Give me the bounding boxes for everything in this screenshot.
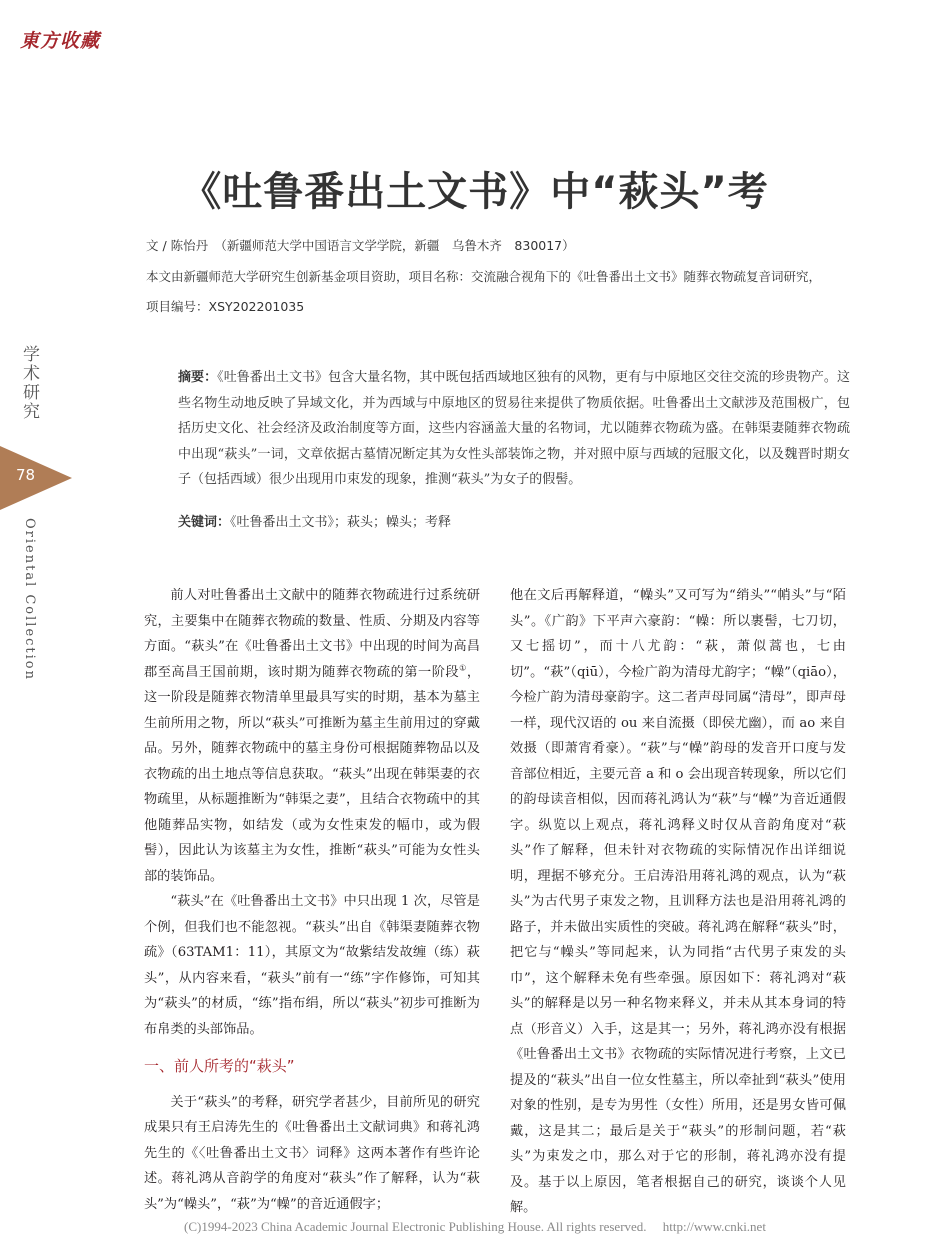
section-label: 学术研究 xyxy=(19,345,39,421)
keywords-text: 《吐鲁番出土文书》；萩头；幧头；考释 xyxy=(230,515,452,530)
journal-name-english: Oriental Collection xyxy=(22,518,37,682)
footnote-ref[interactable]: ① xyxy=(459,663,467,673)
copyright-footer: (C)1994-2023 China Academic Journal Electronic Publishing House. All rights reserved. http://www.cnki.net xyxy=(184,1219,766,1234)
keywords-label: 关键词： xyxy=(178,515,231,530)
abstract-label: 摘要： xyxy=(178,370,218,385)
keywords xyxy=(178,511,850,530)
funding-line-2: 项目编号：XSY202201035 xyxy=(146,299,305,314)
paragraph: 前人对吐鲁番出土文献中的随葬衣物疏进行过系统研究，主要集中在随葬衣物疏的数量、性质、分期及内容等方面。“萩头”在《吐鲁番出土文书》中出现的时间为高昌郡至高昌王国前期，该时期为随葬衣物疏的第一阶段①，这一阶段是随葬衣物清单里最具写实的时期，基本为墓主生前所用之物，所以“萩头”可推断为墓主生前用过的穿戴品。另外，随葬衣物疏中的墓主身份可根据随葬物品以及衣物疏的出土地点等信息获取。“萩头”出现在韩渠妻的衣物疏里，从标题推断为“韩渠之妻”，且结合衣物疏中的其他随葬品实物，如结发（或为女性束发的幅巾，或为假髻），因此认为该墓主为女性，推断“萩头”可能为女性头部的装饰品。 xyxy=(144,588,480,884)
abstract-text: 《吐鲁番出土文书》包含大量名物，其中既包括西域地区独有的风物，更有与中原地区交往交流的珍贵物产。这些名物生动地反映了异域文化，并为西域与中原地区的贸易往来提供了物质依据。吐鲁番出土文献涉及范围极广，包括历史文化、社会经济及政治制度等方面，这些内容涵盖大量的名物词，尤以随葬衣物疏为盛。在韩渠妻随葬衣物疏中出现“萩头”一词，文章依据古墓情况断定其为女性头部装饰之物，并对照中原与西域的冠服文化，以及魏晋时期女子（包括西域）很少出现用巾束发的现象，推测“萩头”为女子的假髻。 xyxy=(178,370,850,487)
paragraph: 他在文后再解释道，“幧头”又可写为“绡头”“帩头”与“陌头”。《广韵》下平声六豪韵：“幧：所以裹髻，七刀切，又七摇切”，而十八尤韵：“萩，萧似蒿也，七由切”。“萩”（qiū），今检广韵为清母尤韵字；“幧”（qiāo），今检广韵为清母豪韵字。这二者声母同属“清母”，即声母一样，现代汉语的 ou 来自流摄（即侯尤幽），而 ao 来自效摄（即萧宵肴豪）。“萩”与“幧”韵母的发音开口度与发音部位相近，主要元音 a 和 o 会出现音转现象，所以它们的韵母读音相似，因而蒋礼鸿认为“萩”与“幧”为音近通假字。纵览以上观点，蒋礼鸿释义时仅从音韵角度对“萩头”作了解释，但未针对衣物疏的实际情况作出详细说明，理据不够充分。王启涛沿用蒋礼鸿的观点，认为“萩头”为古代男子束发之物，且训释方法也是沿用蒋礼鸿的路子，并未做出实质性的突破。蒋礼鸿在解释“萩头”时，把它与“幧头”等同起来，认为同指“古代男子束发的头巾”，这个解释未免有些牵强。原因如下：蒋礼鸿对“萩头”的解释是以另一种名物来释义，并未从其本身词的特点（形音义）入手，这是其一；另外，蒋礼鸿亦没有根据《吐鲁番出土文书》衣物疏的实际情况进行考察，上文已提及的“萩头”出自一位女性墓主，所以牵扯到“萩头”使用对象的性别，是专为男性（女性）所用，还是男女皆可佩戴，这是其二；最后是关于“萩头”的形制问题，若“萩头”为束发之巾，那么对于它的形制，蒋礼鸿亦没有提及。基于以上原因，笔者根据自己的研究，谈谈个人见解。 xyxy=(510,588,846,1215)
article-title: 《吐鲁番出土文书》中“萩头”考 xyxy=(181,169,769,215)
page-number-marker xyxy=(0,446,72,510)
paragraph: 关于“萩头”的考释，研究学者甚少，目前所见的研究成果只有王启涛先生的《吐鲁番出土文献词典》和蒋礼鸿先生的《〈吐鲁番出土文书〉词释》这两本著作有些许论述。蒋礼鸿从音韵学的角度对“萩头”作了解释，认为“萩头”为“幧头”，“萩”为“幧”的音近通假字； xyxy=(144,1094,480,1212)
body-column-left xyxy=(144,583,480,1217)
abstract xyxy=(178,365,850,493)
funding-line-1: 本文由新疆师范大学研究生创新基金项目资助，项目名称：交流融合视角下的《吐鲁番出土文书》随葬衣物疏复音词研究， xyxy=(146,269,822,284)
page-number: 78 xyxy=(16,466,36,484)
journal-logo: 東方收藏 xyxy=(20,30,101,52)
author-line: 文 / 陈怡丹 （新疆师范大学中国语言文学学院，新疆 乌鲁木齐 830017） xyxy=(146,238,575,253)
paragraph: “萩头”在《吐鲁番出土文书》中只出现 1 次，尽管是个例，但我们也不能忽视。“萩头”出自《韩渠妻随葬衣物疏》（63TAM1：11），其原文为“故紫结发故缠（练）萩头”，从内容来看，“萩头”前有一“练”字作修饰，可知其为“萩头”的材质，“练”指布绢，所以“萩头”初步可推断为布帛类的头部饰品。 xyxy=(144,894,480,1037)
body-column-right xyxy=(510,583,846,1221)
section-heading: 一、前人所考的“萩头” xyxy=(144,1057,295,1075)
